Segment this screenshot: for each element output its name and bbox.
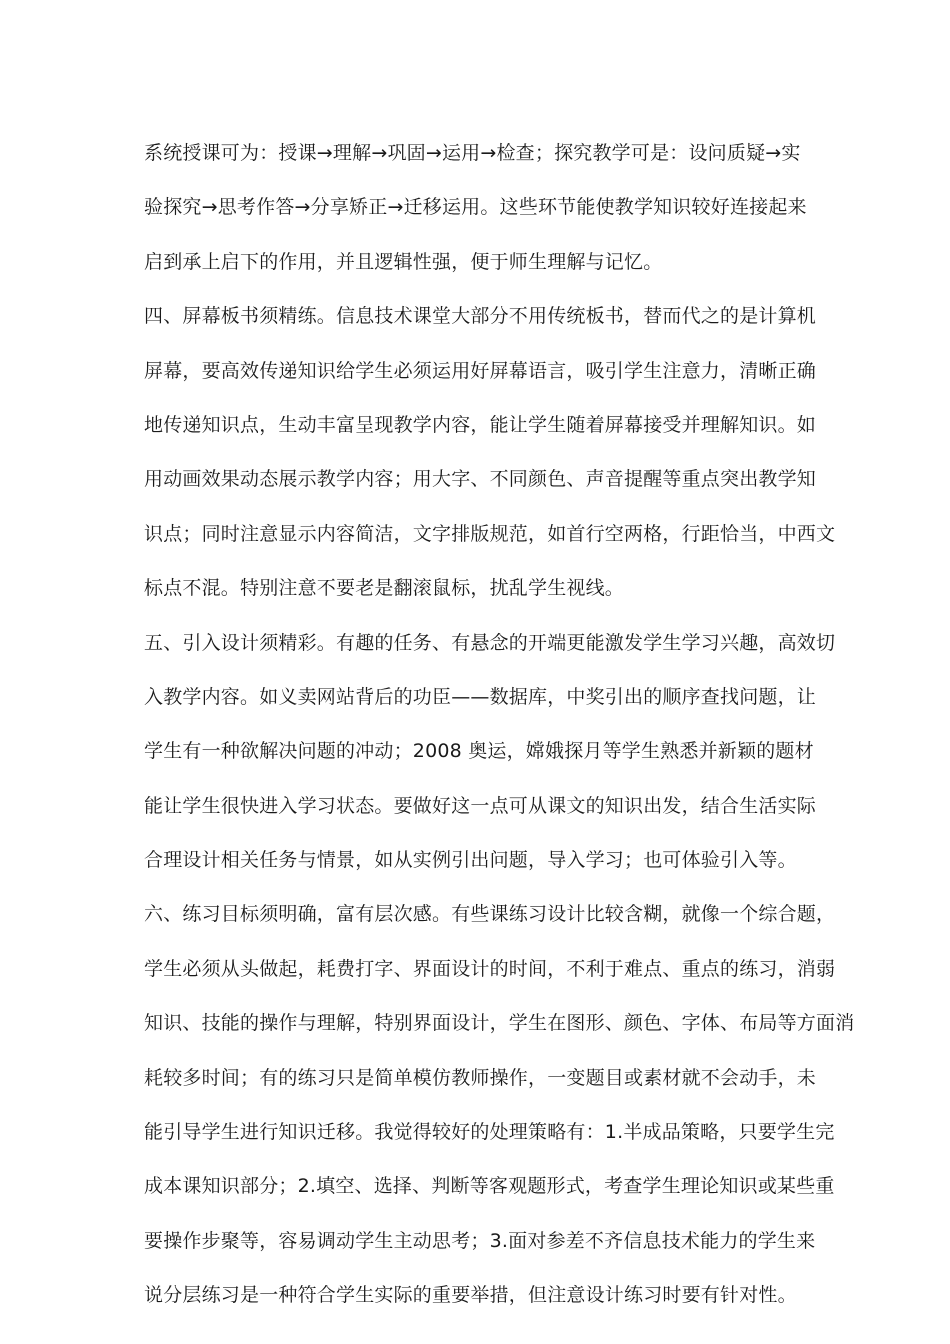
text-line: 地传递知识点，生动丰富呈现教学内容，能让学生随着屏幕接受并理解知识。如 [144,413,817,436]
body-text [144,126,855,1323]
text-line: 标点不混。特别注意不要老是翻滚鼠标，扰乱学生视线。 [144,577,625,600]
text-line: 启到承上启下的作用，并且逻辑性强，便于师生理解与记忆。 [144,250,663,273]
text-line: 说分层练习是一种符合学生实际的重要举措，但注意设计练习时要有针对性。 [144,1284,797,1307]
text-line: 学生有一种欲解决问题的冲动；2008 奥运，嫦娥探月等学生熟悉并新颖的题材 [144,740,814,763]
text-line: 成本课知识部分；2.填空、选择、判断等客观题形式，考查学生理论知识或某些重 [144,1175,835,1198]
text-line: 合理设计相关任务与情景，如从实例引出问题，导入学习；也可体验引入等。 [144,849,797,872]
text-line: 系统授课可为：授课→理解→巩固→运用→检查；探究教学可是：设问质疑→实 [144,142,801,164]
text-line: 屏幕，要高效传递知识给学生必须运用好屏幕语言，吸引学生注意力，清晰正确 [144,359,817,382]
text-line: 知识、技能的操作与理解，特别界面设计，学生在图形、颜色、字体、布局等方面消 [144,1012,855,1035]
text-line: 学生必须从头做起，耗费打字、界面设计的时间，不利于难点、重点的练习，消弱 [144,957,836,980]
text-line: 耗较多时间；有的练习只是简单模仿教师操作，一变题目或素材就不会动手，未 [144,1066,817,1089]
text-line: 四、屏幕板书须精练。信息技术课堂大部分不用传统板书，替而代之的是计算机 [144,305,817,328]
text-line: 验探究→思考作答→分享矫正→迁移运用。这些环节能使教学知识较好连接起来 [144,196,807,219]
text-line: 入教学内容。如义卖网站背后的功臣——数据库，中奖引出的顺序查找问题，让 [144,685,817,708]
text-line: 用动画效果动态展示教学内容；用大字、不同颜色、声音提醒等重点突出教学知 [144,468,817,491]
text-line: 能引导学生进行知识迁移。我觉得较好的处理策略有：1.半成品策略，只要学生完 [144,1121,835,1144]
text-line: 要操作步聚等，容易调动学生主动思考；3.面对参差不齐信息技术能力的学生来 [144,1229,816,1252]
text-line: 五、引入设计须精彩。有趣的任务、有悬念的开端更能激发学生学习兴趣，高效切 [144,631,836,654]
text-line: 六、练习目标须明确，富有层次感。有些课练习设计比较含糊，就像一个综合题， [144,903,836,926]
text-line: 识点；同时注意显示内容简洁，文字排版规范，如首行空两格，行距恰当，中西文 [144,522,836,545]
text-line: 能让学生很快进入学习状态。要做好这一点可从课文的知识出发，结合生活实际 [144,794,817,817]
